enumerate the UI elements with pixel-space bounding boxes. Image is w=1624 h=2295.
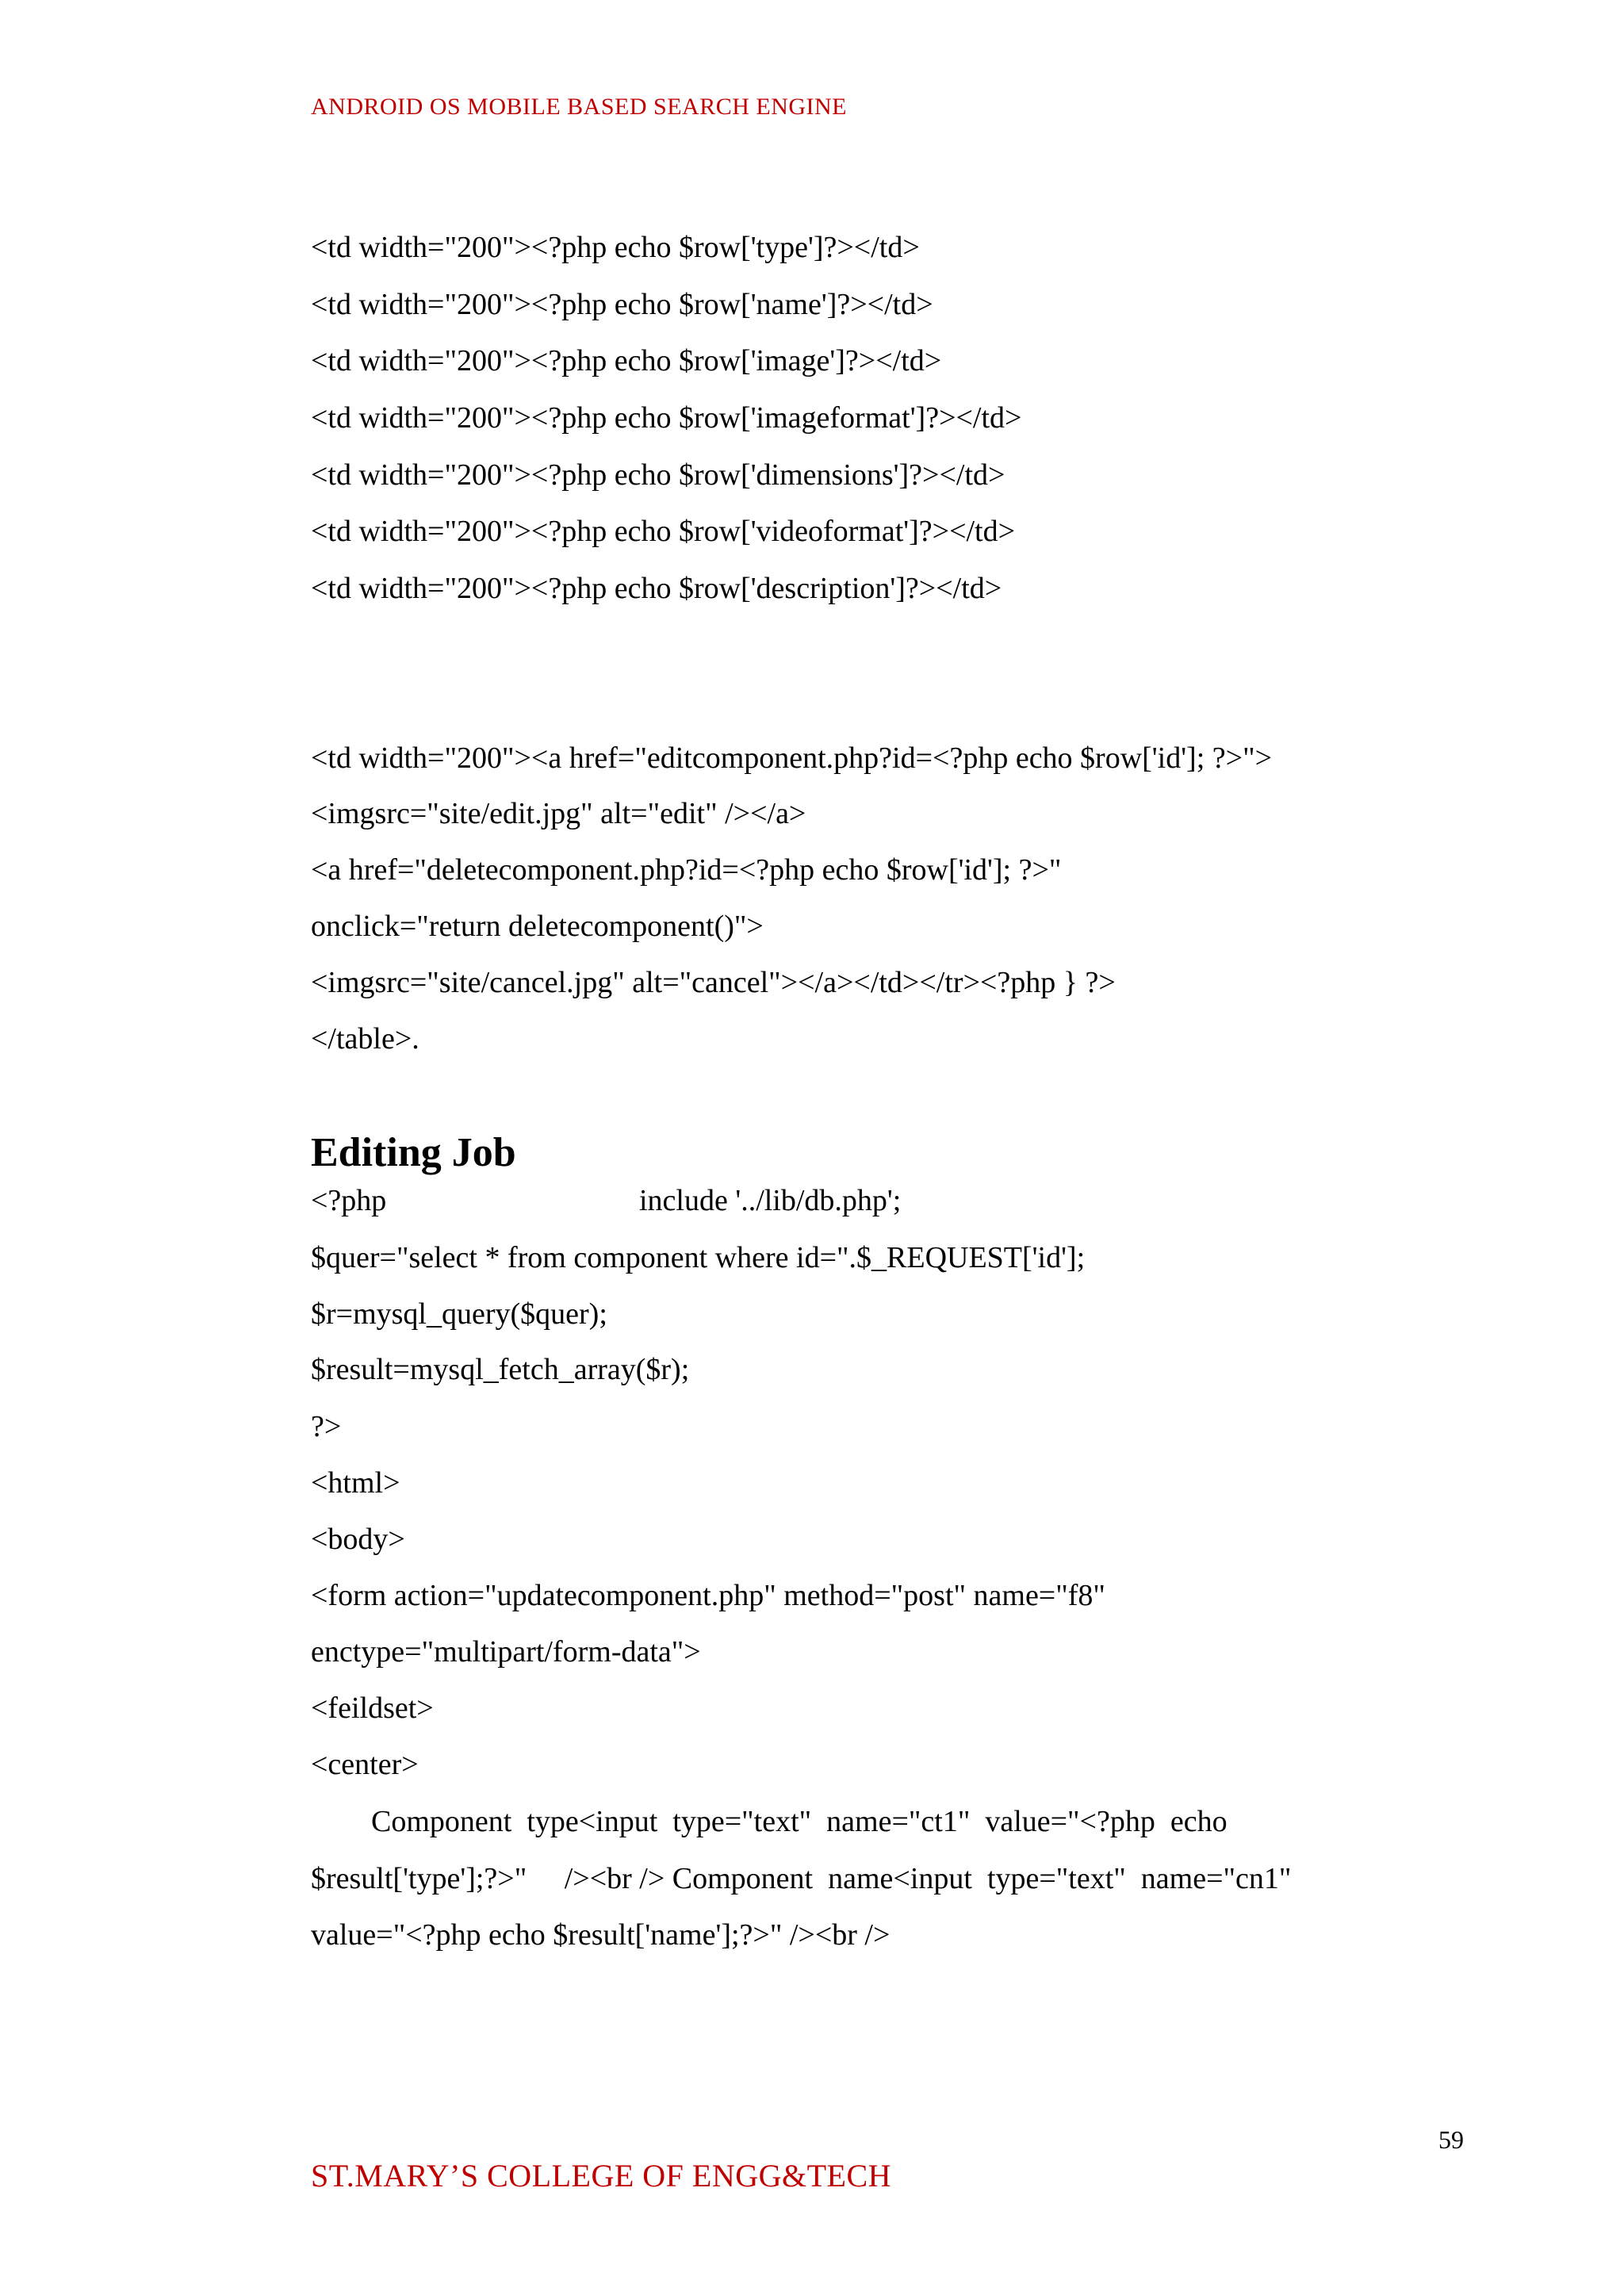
section-heading: Editing Job	[311, 1130, 516, 1175]
code-line: <td width="200"><?php echo $row['name']?></td>	[311, 288, 933, 321]
code-line: onclick="return deletecomponent()">	[311, 910, 764, 943]
code-line: enctype="multipart/form-data">	[311, 1635, 701, 1669]
code-line: value="<?php echo $result['name'];?>" /><br />	[311, 1918, 891, 1952]
code-line: <td width="200"><?php echo $row['image']?></td>	[311, 344, 942, 377]
running-header: ANDROID OS MOBILE BASED SEARCH ENGINE	[311, 94, 848, 120]
code-line: <body>	[311, 1523, 405, 1556]
code-line: $quer="select * from component where id=".$_REQUEST['id'];	[311, 1241, 1086, 1274]
code-line: </table>.	[311, 1022, 419, 1056]
code-line: $r=mysql_query($quer);	[311, 1297, 607, 1331]
code-line: <imgsrc="site/edit.jpg" alt="edit" /></a>	[311, 797, 806, 830]
code-line: <imgsrc="site/cancel.jpg" alt="cancel"></a></td></tr><?php } ?>	[311, 966, 1116, 999]
code-include: include '../lib/db.php';	[639, 1184, 902, 1217]
code-line: <td width="200"><?php echo $row['videoformat']?></td>	[311, 515, 1016, 548]
page-number: 59	[1438, 2125, 1464, 2154]
code-line: <form action="updatecomponent.php" method="post" name="f8"	[311, 1579, 1105, 1612]
code-line: $result=mysql_fetch_array($r);	[311, 1353, 690, 1386]
code-line: <td width="200"><?php echo $row['description']?></td>	[311, 572, 1002, 605]
code-line: <td width="200"><a href="editcomponent.php?id=<?php echo $row['id']; ?>">	[311, 741, 1273, 775]
code-line: Component type<input type="text" name="ct1" value="<?php echo	[311, 1805, 1228, 1838]
code-line: ?>	[311, 1410, 342, 1443]
code-line: <td width="200"><?php echo $row['type']?></td>	[311, 231, 920, 264]
code-line: <td width="200"><?php echo $row['imageformat']?></td>	[311, 401, 1022, 435]
code-line: <center>	[311, 1748, 419, 1781]
code-line: <html>	[311, 1466, 400, 1500]
code-line: <a href="deletecomponent.php?id=<?php echo $row['id']; ?>"	[311, 853, 1062, 887]
code-line: <?php	[311, 1184, 387, 1217]
code-line: <td width="200"><?php echo $row['dimensions']?></td>	[311, 458, 1005, 492]
running-footer: ST.MARY’S COLLEGE OF ENGG&TECH	[311, 2158, 892, 2193]
code-line: $result['type'];?>" /><br /> Component name<input type="text" name="cn1"	[311, 1862, 1292, 1895]
code-line: <feildset>	[311, 1692, 434, 1725]
